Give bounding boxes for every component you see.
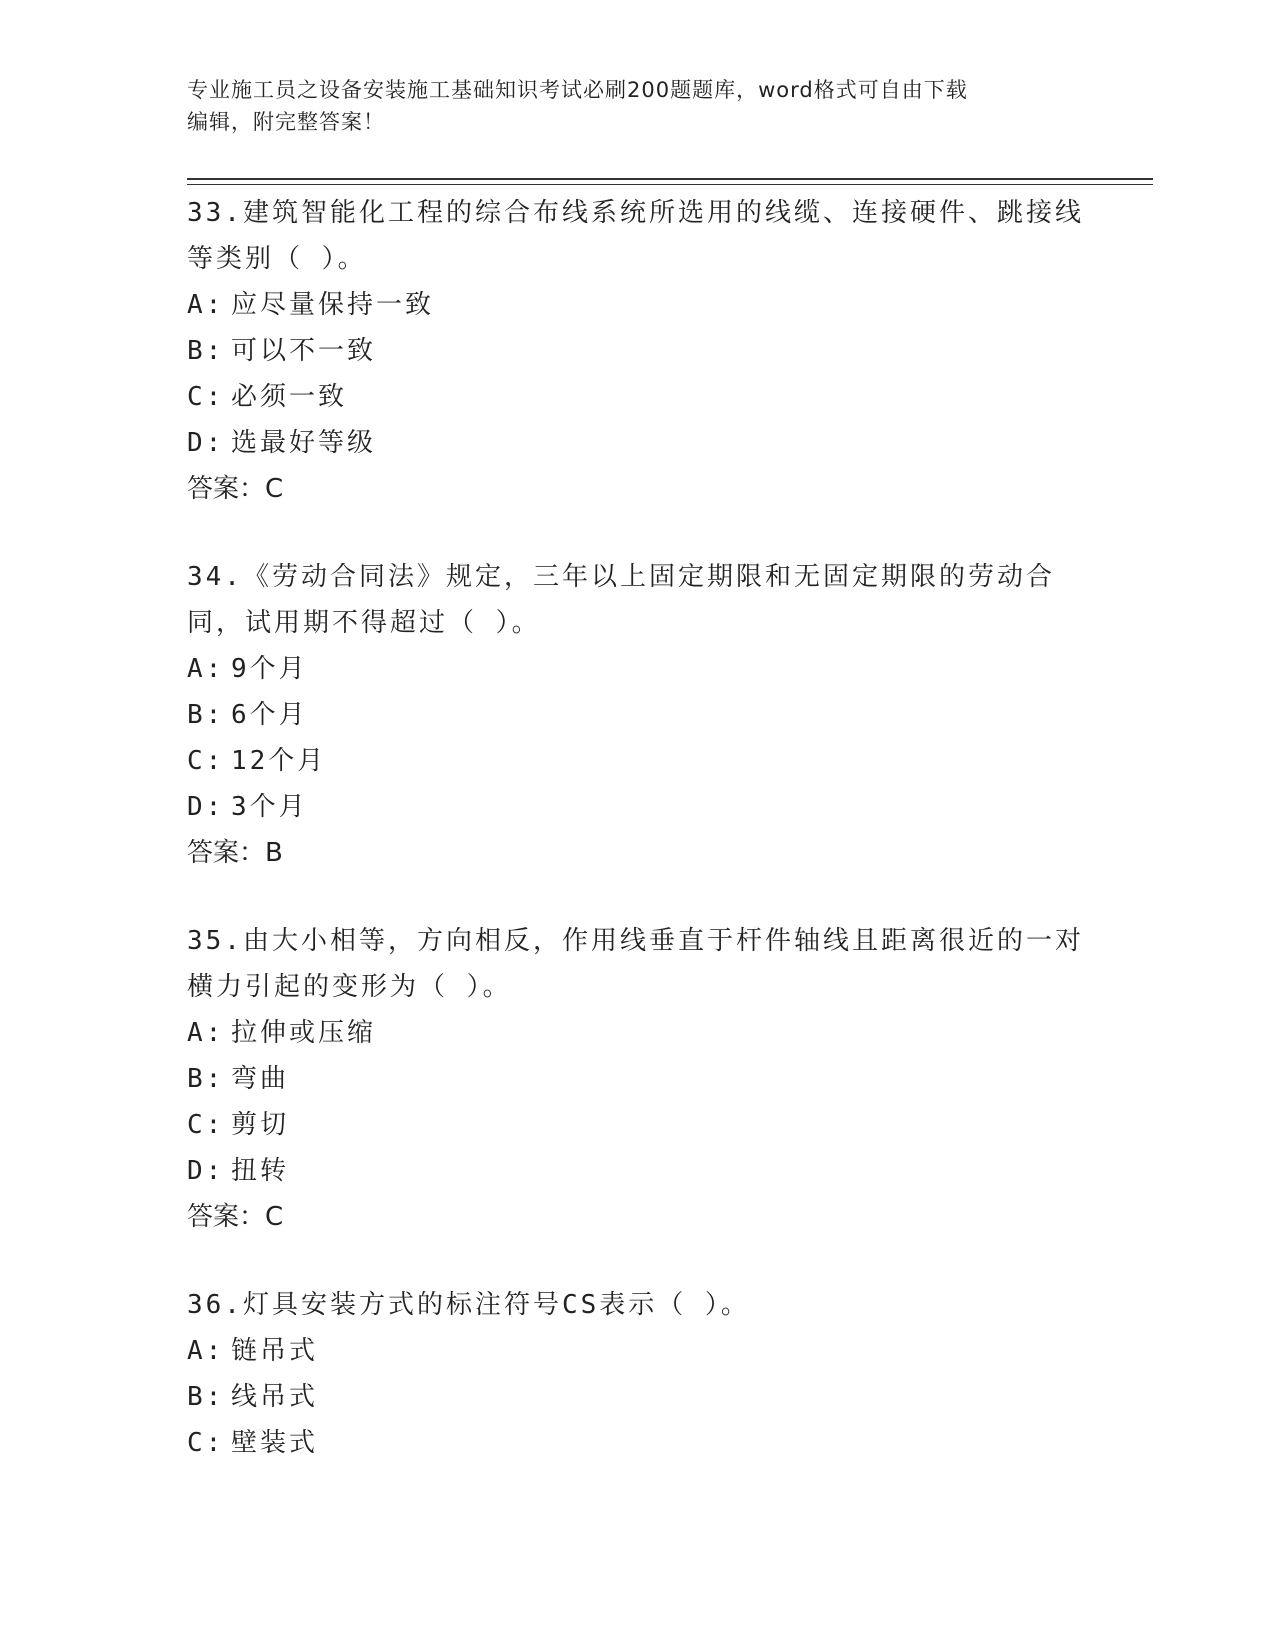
option-text: 9个月 <box>231 654 308 684</box>
option-letter: C: <box>187 382 225 412</box>
option-text: 线吊式 <box>231 1382 319 1412</box>
option-c <box>187 1102 1087 1148</box>
question-stem: 33.建筑智能化工程的综合布线系统所选用的线缆、连接硬件、跳接线等类别（ ）。 <box>187 198 1084 274</box>
option-text: 必须一致 <box>231 382 348 412</box>
answer-line: 答案：C <box>187 474 284 504</box>
option-text: 链吊式 <box>231 1336 319 1366</box>
header-divider-thick <box>187 178 1153 180</box>
option-letter: B: <box>187 336 225 366</box>
option-letter: C: <box>187 1110 225 1140</box>
option-letter: B: <box>187 1382 225 1412</box>
option-a <box>187 1328 1087 1374</box>
option-text: 3个月 <box>231 792 308 822</box>
option-a <box>187 646 1087 692</box>
option-letter: C: <box>187 746 225 776</box>
option-letter: D: <box>187 792 225 822</box>
option-text: 壁装式 <box>231 1428 319 1458</box>
header-line-1: 专业施工员之设备安装施工基础知识考试必刷200题题库，word格式可自由下载 <box>187 78 968 102</box>
answer-line: 答案：B <box>187 838 283 868</box>
option-text: 应尽量保持一致 <box>231 290 435 320</box>
header-divider-thin <box>187 184 1153 185</box>
option-text: 可以不一致 <box>231 336 377 366</box>
document-header <box>187 74 1087 138</box>
option-text: 拉伸或压缩 <box>231 1018 377 1048</box>
option-letter: B: <box>187 1064 225 1094</box>
option-d <box>187 784 1087 830</box>
question-35 <box>187 918 1087 1240</box>
option-b <box>187 1374 1087 1420</box>
question-34 <box>187 554 1087 876</box>
question-36 <box>187 1282 1087 1466</box>
option-text: 扭转 <box>231 1156 290 1186</box>
option-b <box>187 328 1087 374</box>
option-text: 12个月 <box>231 746 327 776</box>
question-stem: 34.《劳动合同法》规定，三年以上固定期限和无固定期限的劳动合同，试用期不得超过（ ）。 <box>187 562 1055 638</box>
option-letter: B: <box>187 700 225 730</box>
option-letter: A: <box>187 1018 225 1048</box>
option-letter: A: <box>187 290 225 320</box>
option-letter: D: <box>187 1156 225 1186</box>
option-text: 6个月 <box>231 700 308 730</box>
question-33 <box>187 190 1087 512</box>
option-d <box>187 420 1087 466</box>
option-letter: A: <box>187 1336 225 1366</box>
option-b <box>187 692 1087 738</box>
option-d <box>187 1148 1087 1194</box>
option-text: 选最好等级 <box>231 428 377 458</box>
option-text: 弯曲 <box>231 1064 290 1094</box>
option-text: 剪切 <box>231 1110 290 1140</box>
option-b <box>187 1056 1087 1102</box>
option-a <box>187 282 1087 328</box>
option-a <box>187 1010 1087 1056</box>
option-c <box>187 1420 1087 1466</box>
option-c <box>187 374 1087 420</box>
question-stem: 36.灯具安装方式的标注符号CS表示（ ）。 <box>187 1290 750 1320</box>
option-letter: A: <box>187 654 225 684</box>
option-c <box>187 738 1087 784</box>
question-stem: 35.由大小相等，方向相反，作用线垂直于杆件轴线且距离很近的一对横力引起的变形为（ ）。 <box>187 926 1084 1002</box>
option-letter: D: <box>187 428 225 458</box>
question-list <box>187 190 1087 1508</box>
option-letter: C: <box>187 1428 225 1458</box>
answer-line: 答案：C <box>187 1202 284 1232</box>
header-line-2: 编辑，附完整答案！ <box>187 110 385 134</box>
